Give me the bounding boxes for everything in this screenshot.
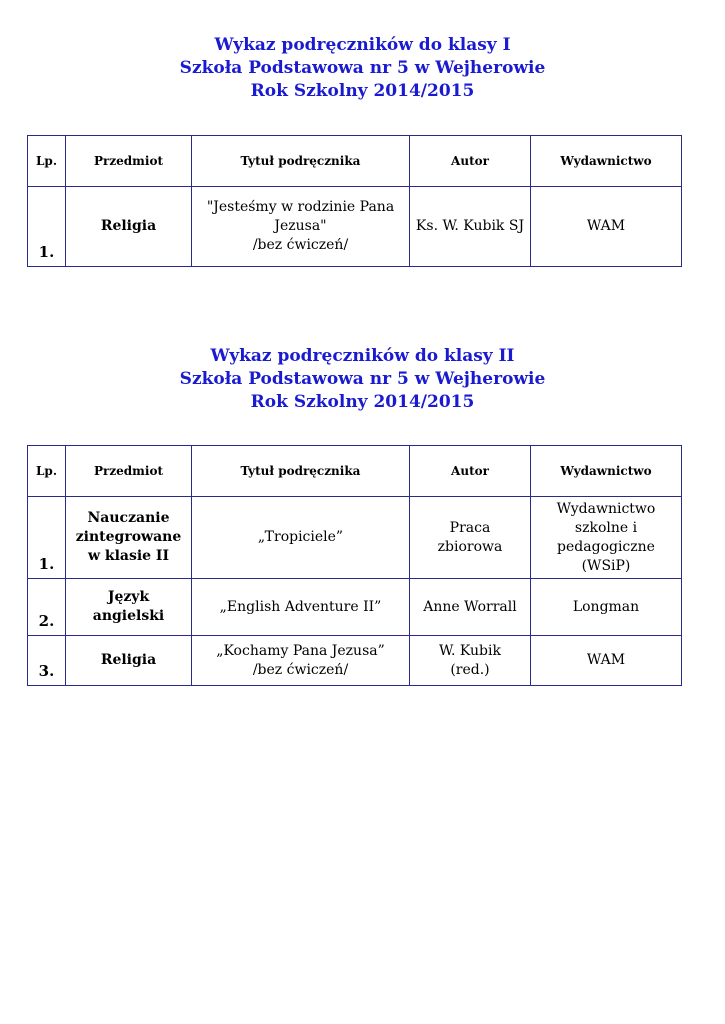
- publisher-line: pedagogiczne: [557, 538, 655, 555]
- publisher-line: (WSiP): [581, 557, 631, 574]
- author-cell: [410, 187, 531, 267]
- subject-cell: [66, 636, 192, 686]
- subject-line: Język: [107, 589, 150, 605]
- title-cell: [192, 579, 410, 636]
- subject-cell: [66, 497, 192, 579]
- title-line: /bez ćwiczeń/: [252, 661, 349, 678]
- author-line: zbiorowa: [437, 538, 503, 555]
- publisher-cell: [531, 579, 682, 636]
- publisher-line: WAM: [586, 218, 626, 234]
- column-header-title: Tytuł podręcznika: [192, 136, 410, 187]
- list-heading-class-2: [0, 345, 725, 414]
- textbook-table-class-1: [27, 135, 682, 267]
- column-header-publisher: Wydawnictwo: [531, 136, 682, 187]
- publisher-line: szkolne i: [574, 519, 638, 536]
- column-header-author: Autor: [410, 136, 531, 187]
- column-header-lp: Lp.: [28, 136, 66, 187]
- author-line: (red.): [450, 661, 490, 678]
- row-number: 1.: [28, 497, 66, 579]
- table-row: [28, 579, 682, 636]
- publisher-line: Longman: [572, 598, 640, 615]
- title-line: "Jesteśmy w rodzinie Pana: [206, 199, 395, 215]
- row-number: 3.: [28, 636, 66, 686]
- column-header-publisher: Wydawnictwo: [531, 446, 682, 497]
- title-line: /bez ćwiczeń/: [252, 237, 349, 253]
- table-row: [28, 187, 682, 267]
- title-line: Jezusa": [274, 218, 327, 234]
- publisher-cell: [531, 636, 682, 686]
- row-number: 2.: [28, 579, 66, 636]
- textbook-table-class-2: [27, 445, 682, 686]
- column-header-lp: Lp.: [28, 446, 66, 497]
- heading-school: Szkoła Podstawowa nr 5 w Wejherowie: [179, 58, 546, 78]
- subject-line: Nauczanie: [87, 510, 170, 526]
- subject-line: Religia: [100, 218, 157, 234]
- author-line: W. Kubik: [439, 642, 501, 659]
- title-line: „Tropiciele”: [257, 529, 344, 545]
- column-header-subject: Przedmiot: [66, 446, 192, 497]
- heading-school: Szkoła Podstawowa nr 5 w Wejherowie: [179, 369, 546, 389]
- author-line: Anne Worrall: [423, 598, 517, 615]
- title-cell: [192, 636, 410, 686]
- row-number: 1.: [28, 187, 66, 267]
- column-header-author: Autor: [410, 446, 531, 497]
- publisher-line: WAM: [586, 652, 626, 668]
- title-cell: [192, 187, 410, 267]
- heading-title: Wykaz podręczników do klasy II: [210, 346, 515, 366]
- author-line: Ks. W. Kubik SJ: [415, 218, 525, 234]
- table-header-row: [28, 136, 682, 187]
- subject-line: angielski: [92, 608, 165, 624]
- subject-cell: [66, 579, 192, 636]
- author-cell: [410, 636, 531, 686]
- author-cell: [410, 497, 531, 579]
- author-line: Praca: [449, 519, 491, 536]
- table-row: [28, 636, 682, 686]
- column-header-subject: Przedmiot: [66, 136, 192, 187]
- publisher-line: Wydawnictwo: [556, 500, 656, 517]
- publisher-cell: [531, 497, 682, 579]
- title-line: „English Adventure II”: [219, 598, 382, 615]
- heading-title: Wykaz podręczników do klasy I: [214, 35, 511, 55]
- subject-line: Religia: [100, 652, 157, 668]
- author-cell: [410, 579, 531, 636]
- heading-year: Rok Szkolny 2014/2015: [250, 392, 475, 412]
- table-row: [28, 497, 682, 579]
- table-header-row: [28, 446, 682, 497]
- list-heading-class-1: [0, 34, 725, 103]
- subject-cell: [66, 187, 192, 267]
- subject-line: zintegrowane: [75, 529, 182, 545]
- title-line: „Kochamy Pana Jezusa”: [216, 642, 385, 659]
- subject-line: w klasie II: [87, 548, 170, 564]
- heading-year: Rok Szkolny 2014/2015: [250, 81, 475, 101]
- column-header-title: Tytuł podręcznika: [192, 446, 410, 497]
- title-cell: [192, 497, 410, 579]
- publisher-cell: [531, 187, 682, 267]
